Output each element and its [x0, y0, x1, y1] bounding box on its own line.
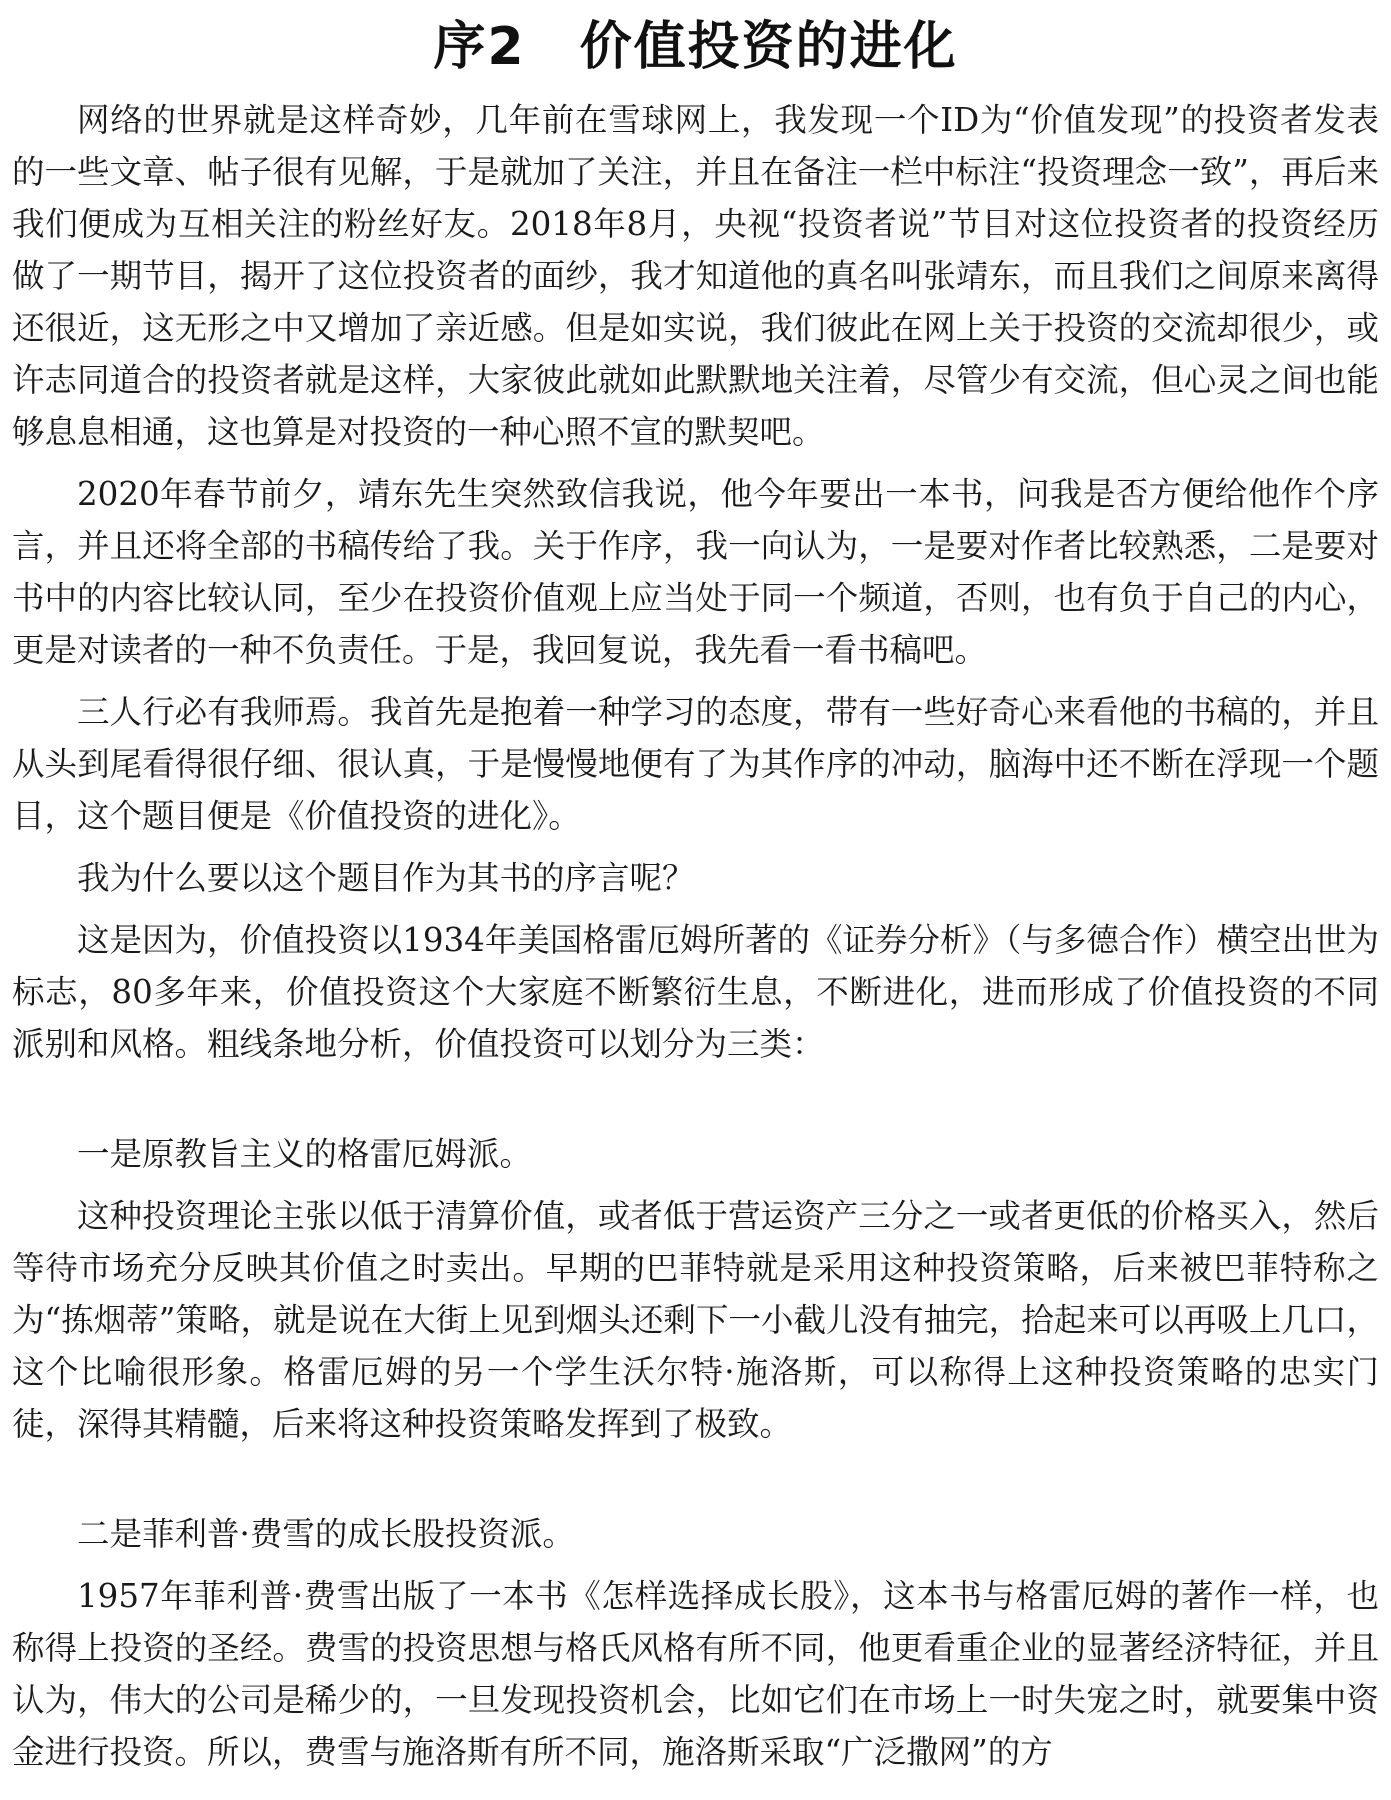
- paragraph-intro: 网络的世界就是这样奇妙，几年前在雪球网上，我发现一个ID为“价值发现”的投资者发表的一些文章、帖子很有见解，于是就加了关注，并且在备注一栏中标注“投资理念一致”，再后来我们便成为互相关注的粉丝好友。2018年8月，央视“投资者说”节目对这位投资者的投资经历做了一期节目，揭开了这位投资者的面纱，我才知道他的真名叫张靖东，而且我们之间原来离得还很近，这无形之中又增加了亲近感。但是如实说，我们彼此在网上关于投资的交流却很少，或许志同道合的投资者就是这样，大家彼此就如此默默地关注着，尽管少有交流，但心灵之间也能够息息相通，这也算是对投资的一种心照不宣的默契吧。: [12, 101, 1379, 451]
- paragraph-heading-graham-school: 一是原教旨主义的格雷厄姆派。: [77, 1135, 533, 1173]
- paragraph-three-schools: 这是因为，价值投资以1934年美国格雷厄姆所著的《证券分析》（与多德合作）横空出世为标志，80多年来，价值投资这个大家庭不断繁衍生息，不断进化，进而形成了价值投资的不同派别和风格。粗线条地分析，价值投资可以划分为三类：: [12, 921, 1379, 1063]
- paragraph-reading-manuscript: 三人行必有我师焉。我首先是抱着一种学习的态度，带有一些好奇心来看他的书稿的，并且从头到尾看得很仔细、很认真，于是慢慢地便有了为其作序的冲动，脑海中还不断在浮现一个题目，这个题目便是《价值投资的进化》。: [12, 693, 1379, 835]
- paragraph-graham-strategy: 这种投资理论主张以低于清算价值，或者低于营运资产三分之一或者更低的价格买入，然后等待市场充分反映其价值之时卖出。早期的巴菲特就是采用这种投资策略，后来被巴菲特称之为“拣烟蒂”策略，就是说在大街上见到烟头还剩下一小截儿没有抽完，拾起来可以再吸上几口，这个比喻很形象。格雷厄姆的另一个学生沃尔特·施洛斯，可以称得上这种投资策略的忠实门徒，深得其精髓，后来将这种投资策略发挥到了极致。: [12, 1197, 1379, 1443]
- document-page: [12, 0, 1379, 1800]
- paragraph-preface-request: 2020年春节前夕，靖东先生突然致信我说，他今年要出一本书，问我是否方便给他作个序言，并且还将全部的书稿传给了我。关于作序，我一向认为，一是要对作者比较熟悉，二是要对书中的内容比较认同，至少在投资价值观上应当处于同一个频道，否则，也有负于自己的内心，更是对读者的一种不负责任。于是，我回复说，我先看一看书稿吧。: [12, 475, 1379, 669]
- paragraph-heading-fisher-school: 二是菲利普·费雪的成长股投资派。: [77, 1515, 575, 1553]
- paragraph-fisher-growth-stocks: 1957年菲利普·费雪出版了一本书《怎样选择成长股》，这本书与格雷厄姆的著作一样，也称得上投资的圣经。费雪的投资思想与格氏风格有所不同，他更看重企业的显著经济特征，并且认为，伟大的公司是稀少的，一旦发现投资机会，比如它们在市场上一时失宠之时，就要集中资金进行投资。所以，费雪与施洛斯有所不同，施洛斯采取“广泛撒网”的方: [12, 1577, 1379, 1771]
- page-title: 序2 价值投资的进化: [433, 17, 958, 77]
- paragraph-question: 我为什么要以这个题目作为其书的序言呢？: [77, 859, 695, 897]
